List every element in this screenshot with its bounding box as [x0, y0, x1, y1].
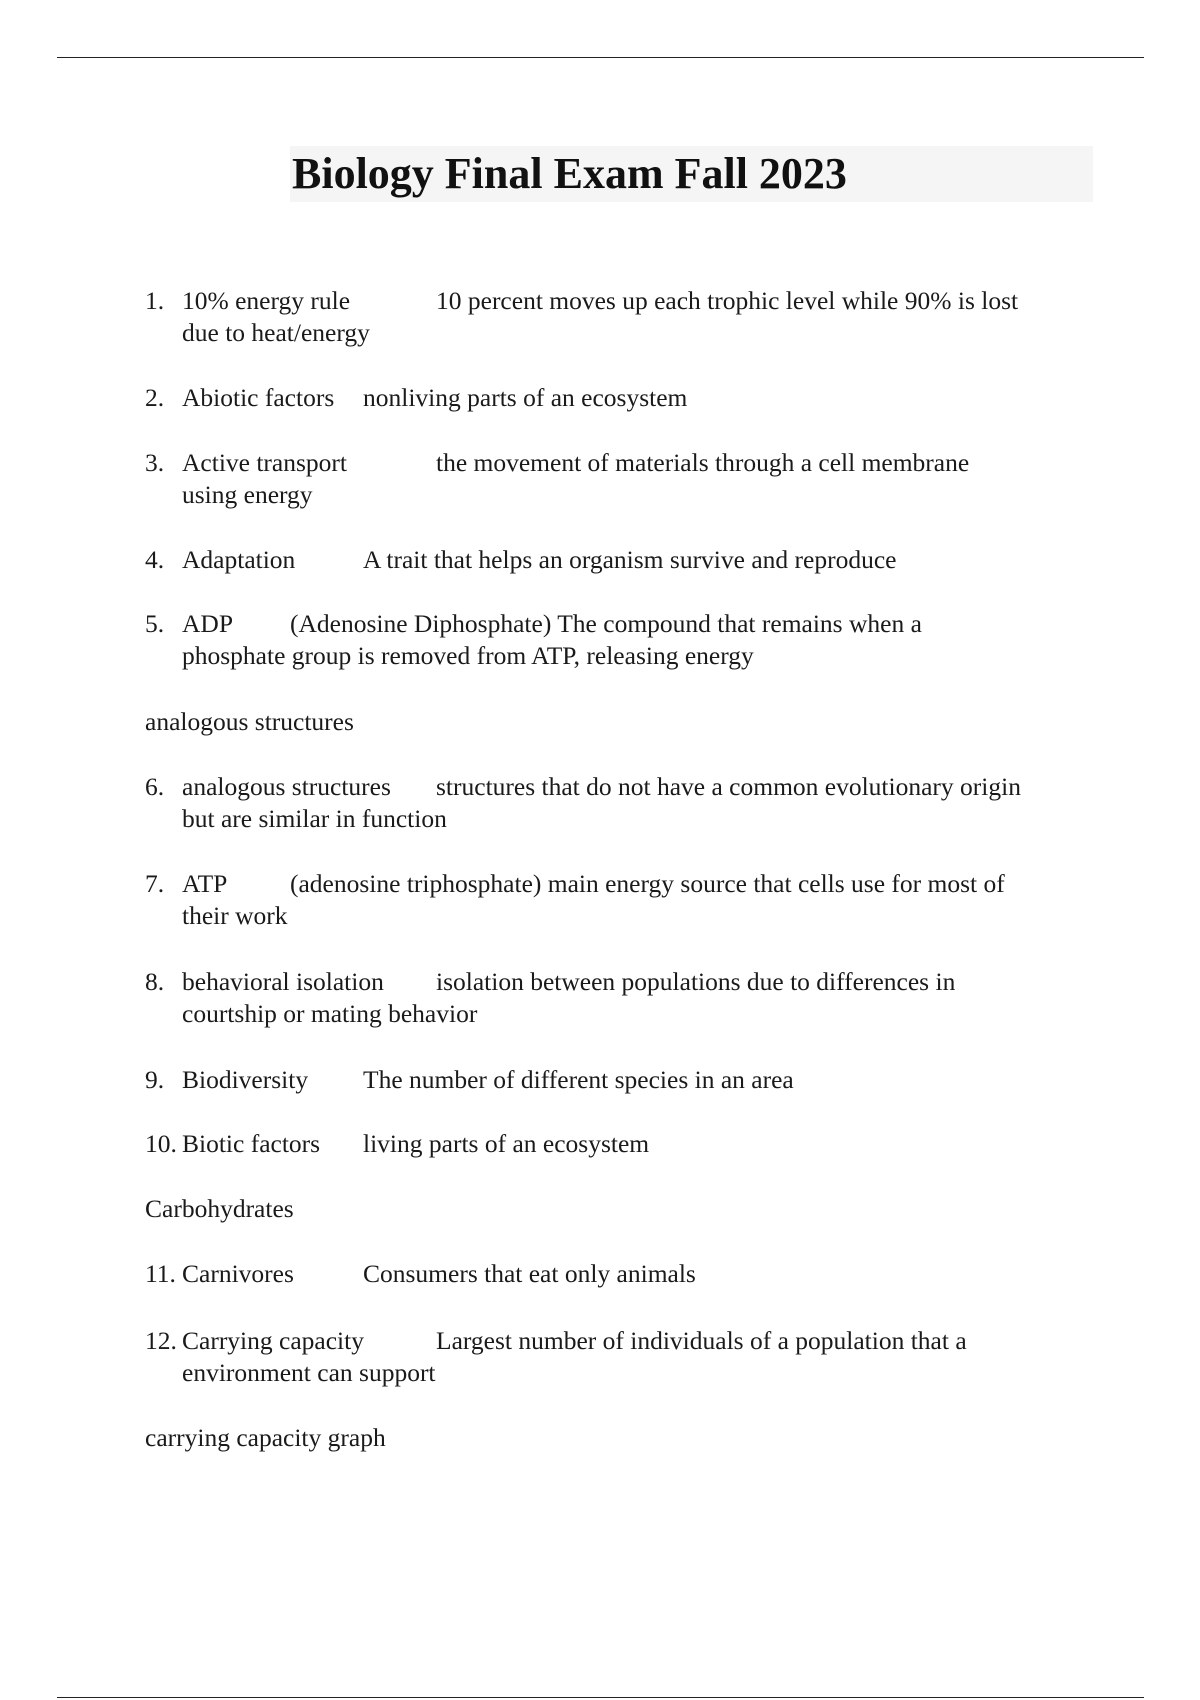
- item-number: 5.: [145, 609, 165, 638]
- item-definition: A trait that helps an organism survive and reproduce: [363, 545, 897, 574]
- item-term: analogous structures: [182, 772, 391, 801]
- item-term: ATP: [182, 869, 228, 898]
- item-term: Active transport: [182, 448, 347, 477]
- item-definition: structures that do not have a common evolutionary origin: [436, 772, 1021, 801]
- item-term: 10% energy rule: [182, 286, 351, 315]
- item-definition: nonliving parts of an ecosystem: [363, 383, 688, 412]
- item-definition: 10 percent moves up each trophic level while 90% is lost: [436, 286, 1019, 315]
- item-term: Biodiversity: [182, 1065, 309, 1094]
- item-definition: Largest number of individuals of a population that a: [436, 1326, 967, 1355]
- item-number: 3.: [145, 448, 165, 477]
- item-definition: living parts of an ecosystem: [363, 1129, 650, 1158]
- item-definition: the movement of materials through a cell membrane: [436, 448, 970, 477]
- item-definition: Consumers that eat only animals: [363, 1259, 696, 1288]
- item-definition: (Adenosine Diphosphate) The compound that remains when a: [290, 609, 922, 638]
- item-number: 4.: [145, 545, 165, 574]
- item-number: 11.: [145, 1259, 176, 1288]
- item-definition-continued: their work: [182, 901, 288, 930]
- section-heading-carbohydrates: Carbohydrates: [145, 1194, 294, 1223]
- item-number: 10.: [145, 1129, 177, 1158]
- item-term: Biotic factors: [182, 1129, 321, 1158]
- item-definition-continued: using energy: [182, 480, 313, 509]
- top-rule: [57, 57, 1144, 58]
- item-term: Abiotic factors: [182, 383, 335, 412]
- item-definition: (adenosine triphosphate) main energy source that cells use for most of: [290, 869, 1005, 898]
- item-number: 2.: [145, 383, 165, 412]
- item-term: Adaptation: [182, 545, 296, 574]
- page-title: Biology Final Exam Fall 2023: [292, 149, 847, 198]
- item-definition-continued: phosphate group is removed from ATP, releasing energy: [182, 641, 754, 670]
- section-heading-carrying-capacity-graph: carrying capacity graph: [145, 1423, 386, 1452]
- item-number: 7.: [145, 869, 165, 898]
- item-definition: isolation between populations due to differences in: [436, 967, 956, 996]
- item-number: 9.: [145, 1065, 165, 1094]
- item-number: 6.: [145, 772, 165, 801]
- item-definition-continued: environment can support: [182, 1358, 436, 1387]
- item-definition-continued: but are similar in function: [182, 804, 447, 833]
- section-heading-analogous: analogous structures: [145, 707, 354, 736]
- bottom-rule: [57, 1697, 1144, 1698]
- item-definition-continued: due to heat/energy: [182, 318, 370, 347]
- item-number: 12.: [145, 1326, 177, 1355]
- item-definition-continued: courtship or mating behavior: [182, 999, 478, 1028]
- item-term: behavioral isolation: [182, 967, 384, 996]
- item-number: 8.: [145, 967, 165, 996]
- item-term: ADP: [182, 609, 234, 638]
- item-definition: The number of different species in an area: [363, 1065, 794, 1094]
- item-term: Carnivores: [182, 1259, 294, 1288]
- item-term: Carrying capacity: [182, 1326, 364, 1355]
- item-number: 1.: [145, 286, 165, 315]
